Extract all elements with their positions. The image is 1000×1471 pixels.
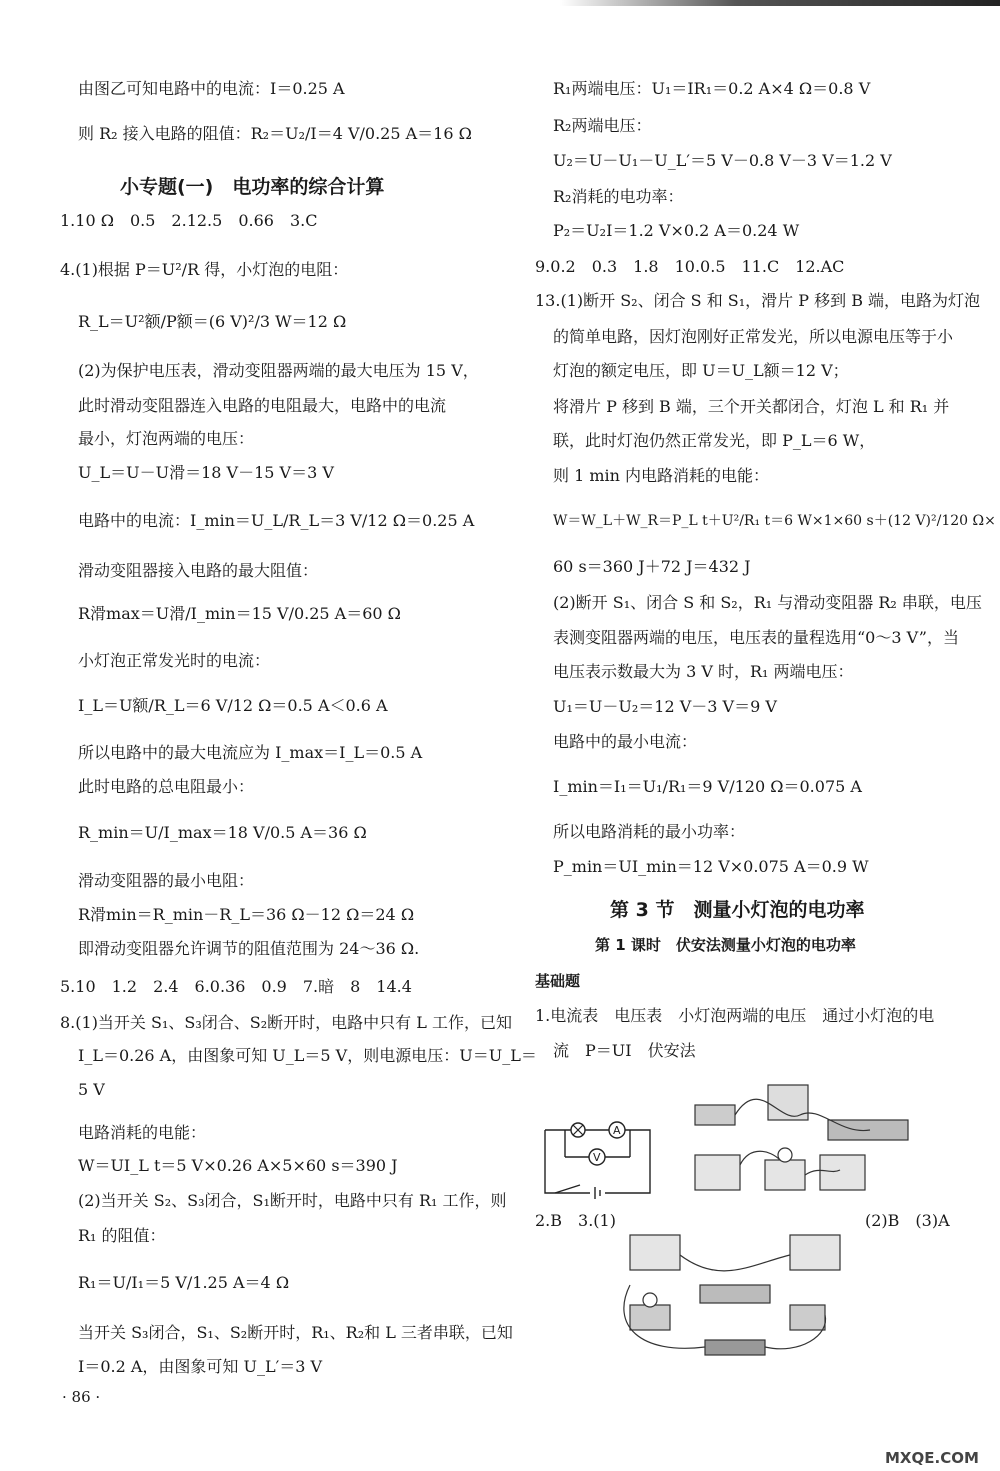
ammeter-label: A [613,1124,621,1137]
text-line: 灯泡的额定电压，即 U＝U_L额＝12 V； [553,361,849,380]
text-line: (2)为保护电压表，滑动变阻器两端的最大电压为 15 V， [78,361,479,380]
formula-line: R₁两端电压：U₁＝IR₁＝0.2 A×4 Ω＝0.8 V [553,79,871,98]
formula-line: U₁＝U－U₂＝12 V－3 V＝9 V [553,697,777,716]
top-edge-shadow [560,0,1000,6]
text-line: 此时电路的总电阻最小： [78,777,255,796]
section-heading: 小专题(一) 电功率的综合计算 [120,176,385,198]
formula-line: R滑max＝U滑/I_min＝15 V/0.25 A＝60 Ω [78,604,401,623]
formula-line: R_min＝U/I_max＝18 V/0.5 A＝36 Ω [78,823,367,842]
text-line: 电压表示数最大为 3 V 时，R₁ 两端电压： [553,662,854,681]
text-line: 联，此时灯泡仍然正常发光，即 P_L＝6 W， [553,431,876,450]
text-line: 小灯泡正常发光时的电流： [78,651,271,670]
answer-line: 5.10 1.2 2.4 6.0.36 0.9 7.暗 8 14.4 [60,977,412,996]
site-watermark [800,1391,1000,1471]
formula-line: W＝W_L＋W_R＝P_L t＋U²/R₁ t＝6 W×1×60 s＋(12 V)²/120 Ω× [553,513,996,529]
text-line: 由图乙可知电路中的电流：I＝0.25 A [78,79,345,98]
formula-line: 60 s＝360 J＋72 J＝432 J [553,557,751,576]
text-line: 表测变阻器两端的电压，电压表的量程选用“0～3 V”，当 [553,628,959,647]
text-line: 则 1 min 内电路消耗的电能： [553,466,770,485]
text-line: 所以电路中的最大电流应为 I_max＝I_L＝0.5 A [78,743,423,762]
formula-line: I_min＝I₁＝U₁/R₁＝9 V/120 Ω＝0.075 A [553,777,862,796]
text-line: 即滑动变阻器允许调节的阻值范围为 24～36 Ω. [78,939,420,958]
voltmeter-symbol [589,1149,605,1165]
text-line: I＝0.2 A，由图象可知 U_L′＝3 V [78,1357,323,1376]
text-line: 此时滑动变阻器连入电路的电阻最大，电路中的电流 [78,396,447,415]
text-line: 则 R₂ 接入电路的阻值：R₂＝U₂/I＝4 V/0.25 A＝16 Ω [78,124,472,143]
section-title: 第 3 节 测量小灯泡的电功率 [610,899,865,921]
text-line: (2)当开关 S₂、S₃闭合，S₁断开时，电路中只有 R₁ 工作，则 [78,1191,507,1210]
watermark-text: MXQE.COM [885,1449,979,1467]
page-number: · 86 · [62,1388,101,1406]
answer-line: 8.(1)当开关 S₁、S₃闭合、S₂断开时，电路中只有 L 工作，已知 [60,1013,512,1032]
answer-line: 1.10 Ω 0.5 2.12.5 0.66 3.C [60,211,318,230]
formula-line: U_L＝U－U滑＝18 V－15 V＝3 V [78,463,334,482]
text-line: 滑动变阻器的最小电阻： [78,871,255,890]
formula-line: U₂＝U－U₁－U_L′＝5 V－0.8 V－3 V＝1.2 V [553,151,892,170]
text-line: I_L＝0.26 A，由图象可知 U_L＝5 V，则电源电压：U＝U_L＝ [78,1046,537,1065]
text-line: 5 V [78,1080,105,1099]
text-line: R₂消耗的电功率： [553,187,684,206]
text-line: (2)断开 S₁、闭合 S 和 S₂，R₁ 与滑动变阻器 R₂ 串联，电压 [553,593,982,612]
answer-line: 4.(1)根据 P＝U²/R 得，小灯泡的电阻： [60,260,349,279]
text-line: 当开关 S₃闭合，S₁、S₂断开时，R₁、R₂和 L 三者串联，已知 [78,1323,513,1342]
text-line: 将滑片 P 移到 B 端，三个开关都闭合，灯泡 L 和 R₁ 并 [553,397,950,416]
answer-line: 1.电流表 电压表 小灯泡两端的电压 通过小灯泡的电 [535,1006,935,1025]
text-line: 的简单电路，因灯泡刚好正常发光，所以电源电压等于小 [553,327,954,346]
text-line: 电路消耗的电能： [78,1123,207,1142]
formula-line: 电路中的电流：I_min＝U_L/R_L＝3 V/12 Ω＝0.25 A [78,511,475,530]
ammeter-symbol [609,1122,625,1138]
answer-line: 流 P＝UI 伏安法 [553,1041,696,1060]
answer-line: 13.(1)断开 S₂、闭合 S 和 S₁，滑片 P 移到 B 端，电路为灯泡 [535,291,981,310]
formula-line: W＝UI_L t＝5 V×0.26 A×5×60 s＝390 J [78,1156,398,1175]
formula-line: R₁＝U/I₁＝5 V/1.25 A＝4 Ω [78,1273,290,1292]
formula-line: I_L＝U额/R_L＝6 V/12 Ω＝0.5 A＜0.6 A [78,696,388,715]
answer-line: 9.0.2 0.3 1.8 10.0.5 11.C 12.AC [535,257,845,276]
text-line: 最小，灯泡两端的电压： [78,429,255,448]
text-line: 电路中的最小电流： [553,732,698,751]
text-line: R₁ 的阻值： [78,1226,166,1245]
voltmeter-label: V [593,1151,601,1164]
subsection-label: 基础题 [535,972,581,990]
lamp-symbol [571,1123,585,1137]
circuit-schematic [535,1115,660,1200]
text-line: R₂两端电压： [553,116,652,135]
answer-line: 2.B 3.(1) [535,1211,616,1230]
formula-line: R滑min＝R_min－R_L＝36 Ω－12 Ω＝24 Ω [78,905,415,924]
answer-line: (2)B (3)A [865,1211,950,1230]
apparatus-illustration-2 [600,1225,860,1365]
formula-line: P_min＝UI_min＝12 V×0.075 A＝0.9 W [553,857,869,876]
lesson-title: 第 1 课时 伏安法测量小灯泡的电功率 [595,936,856,954]
text-line: 滑动变阻器接入电路的最大阻值： [78,561,319,580]
apparatus-illustration-1 [680,1075,970,1205]
text-line: 所以电路消耗的最小功率： [553,822,746,841]
formula-line: R_L＝U²额/P额＝(6 V)²/3 W＝12 Ω [78,312,347,331]
formula-line: P₂＝U₂I＝1.2 V×0.2 A＝0.24 W [553,221,800,240]
